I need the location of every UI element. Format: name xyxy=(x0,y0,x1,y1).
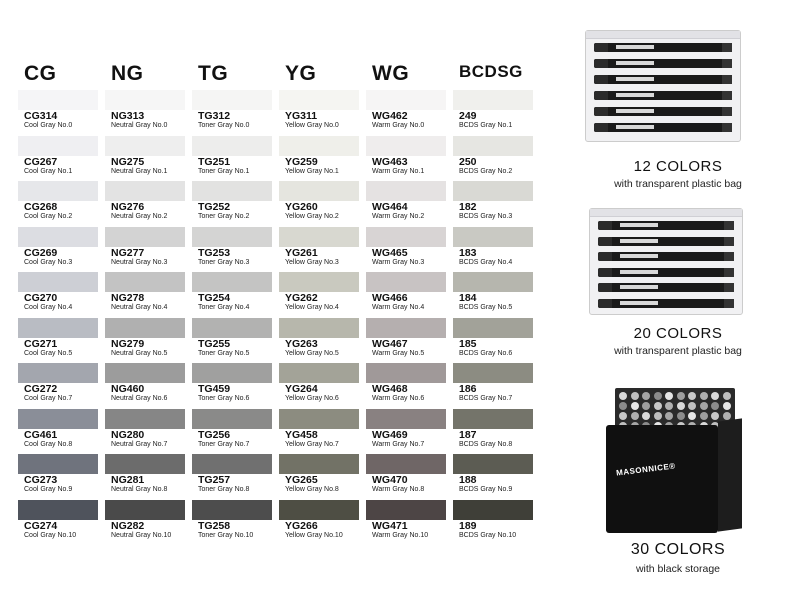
color-swatch xyxy=(453,90,533,110)
marker-cap xyxy=(598,283,612,292)
color-swatch xyxy=(105,272,185,292)
marker-cap-top xyxy=(665,402,673,410)
marker-label-strip xyxy=(616,61,654,65)
color-name: Cool Gray No.7 xyxy=(24,395,73,402)
marker-cap xyxy=(598,237,612,246)
color-swatch xyxy=(192,90,272,110)
color-name: Neutral Gray No.0 xyxy=(111,122,168,129)
color-name: Toner Gray No.0 xyxy=(198,122,250,129)
color-swatch xyxy=(366,272,446,292)
color-name: Yellow Gray No.8 xyxy=(285,486,339,493)
color-code: WG469 xyxy=(372,428,408,441)
color-code: 249 xyxy=(459,110,477,122)
color-name: Warm Gray No.5 xyxy=(372,349,425,357)
marker-cap xyxy=(722,43,732,52)
color-swatch xyxy=(105,227,185,247)
color-code: TG252 xyxy=(198,201,231,213)
marker-label-strip xyxy=(616,109,654,113)
color-swatch xyxy=(105,500,185,520)
color-code: YG266 xyxy=(285,519,318,532)
color-name: Yellow Gray No.1 xyxy=(285,167,339,175)
color-swatch xyxy=(192,181,272,201)
color-name: Toner Gray No.8 xyxy=(198,486,250,493)
color-swatch xyxy=(453,409,533,429)
color-code: WG471 xyxy=(372,519,408,532)
color-code: 182 xyxy=(459,201,477,213)
color-code: WG464 xyxy=(372,201,408,213)
marker-cap-top xyxy=(642,402,650,410)
color-swatch xyxy=(105,136,185,156)
color-swatch xyxy=(105,90,185,110)
marker-cap xyxy=(724,237,734,246)
color-code: YG311 xyxy=(285,110,318,122)
color-name: Cool Gray No.4 xyxy=(24,304,73,311)
color-code: NG460 xyxy=(111,383,145,395)
product-subtitle-20: with transparent plastic bag xyxy=(614,345,742,357)
color-name: BCDS Gray No.4 xyxy=(459,258,513,266)
marker-cap-top xyxy=(665,412,673,420)
color-code: TG257 xyxy=(198,474,231,486)
color-swatch xyxy=(453,227,533,247)
color-code: CG461 xyxy=(24,428,58,441)
product-title-20: 20 COLORS xyxy=(633,325,723,342)
color-swatch xyxy=(279,136,359,156)
color-name: Warm Gray No.10 xyxy=(372,531,429,539)
color-name: Toner Gray No.2 xyxy=(198,213,250,220)
product-subtitle-30: with black storage xyxy=(635,563,721,575)
color-swatch xyxy=(366,363,446,383)
color-code: NG282 xyxy=(111,519,145,532)
color-name: BCDS Gray No.3 xyxy=(459,213,513,220)
color-swatch xyxy=(453,272,533,292)
marker-cap xyxy=(594,75,608,84)
marker-cap-top xyxy=(700,392,708,400)
box-front-panel xyxy=(606,425,718,533)
color-swatch xyxy=(279,409,359,429)
color-swatch xyxy=(18,409,98,429)
color-swatch xyxy=(192,318,272,338)
color-swatch xyxy=(453,318,533,338)
color-swatch xyxy=(279,454,359,474)
color-swatch xyxy=(366,454,446,474)
bag-zip-seal xyxy=(590,209,742,217)
color-code: YG263 xyxy=(285,337,318,350)
marker-cap-top xyxy=(677,412,685,420)
column-header: TG xyxy=(198,62,229,85)
marker-pen xyxy=(598,252,734,261)
color-swatch xyxy=(192,136,272,156)
color-swatch xyxy=(279,272,359,292)
color-swatch xyxy=(279,500,359,520)
color-name: Toner Gray No.6 xyxy=(198,395,250,402)
color-swatch xyxy=(453,454,533,474)
column-header: BCDSG xyxy=(459,62,523,81)
color-name: Toner Gray No.5 xyxy=(198,349,250,357)
marker-cap xyxy=(598,252,612,261)
marker-label-strip xyxy=(620,270,658,274)
marker-cap xyxy=(722,123,732,132)
color-code: WG465 xyxy=(372,246,408,259)
color-swatch xyxy=(18,227,98,247)
color-code: TG255 xyxy=(198,337,231,350)
color-swatch xyxy=(18,136,98,156)
color-code: 188 xyxy=(459,474,477,486)
color-code: YG262 xyxy=(285,292,318,304)
column-header: WG xyxy=(372,62,410,85)
marker-pen xyxy=(594,91,732,100)
marker-cap xyxy=(724,299,734,308)
color-code: CG270 xyxy=(24,292,58,304)
marker-label-strip xyxy=(616,45,654,49)
marker-cap xyxy=(594,43,608,52)
color-name: Cool Gray No.2 xyxy=(24,213,73,220)
column-header: NG xyxy=(111,62,144,85)
color-chart xyxy=(18,60,542,560)
color-code: 186 xyxy=(459,383,477,395)
marker-cap xyxy=(594,107,608,116)
color-swatch xyxy=(105,181,185,201)
color-swatch xyxy=(279,90,359,110)
color-name: Yellow Gray No.7 xyxy=(285,440,339,448)
marker-cap xyxy=(722,107,732,116)
color-swatch xyxy=(279,181,359,201)
color-code: NG281 xyxy=(111,474,145,486)
color-code: NG280 xyxy=(111,428,145,441)
color-name: Cool Gray No.0 xyxy=(24,122,73,129)
color-name: Cool Gray No.5 xyxy=(24,349,73,357)
color-swatch xyxy=(366,409,446,429)
color-code: WG462 xyxy=(372,110,408,122)
marker-pen xyxy=(594,75,732,84)
color-name: Warm Gray No.1 xyxy=(372,167,425,175)
color-name: Cool Gray No.10 xyxy=(24,531,77,539)
color-name: BCDS Gray No.5 xyxy=(459,304,513,311)
marker-cap xyxy=(722,59,732,68)
marker-cap-top xyxy=(631,402,639,410)
color-name: BCDS Gray No.9 xyxy=(459,486,513,493)
color-swatch xyxy=(192,272,272,292)
color-code: YG260 xyxy=(285,201,318,213)
marker-label-strip xyxy=(620,254,658,258)
color-name: Toner Gray No.3 xyxy=(198,258,250,266)
marker-bag-12-image xyxy=(585,30,741,142)
column-header: YG xyxy=(285,62,317,85)
color-name: Neutral Gray No.3 xyxy=(111,258,168,266)
color-name: Yellow Gray No.3 xyxy=(285,258,339,266)
bag-zip-seal xyxy=(586,31,740,39)
color-swatch xyxy=(366,227,446,247)
marker-cap-top xyxy=(688,402,696,410)
marker-cap-top xyxy=(619,392,627,400)
color-code: CG269 xyxy=(24,246,58,259)
color-swatch xyxy=(366,318,446,338)
color-name: Neutral Gray No.1 xyxy=(111,167,168,175)
color-swatch xyxy=(366,90,446,110)
color-swatch xyxy=(453,181,533,201)
marker-cap-top xyxy=(688,412,696,420)
color-swatch xyxy=(279,363,359,383)
marker-cap xyxy=(594,59,608,68)
color-swatch xyxy=(18,318,98,338)
marker-cap-top xyxy=(711,392,719,400)
color-swatch xyxy=(279,318,359,338)
color-name: Warm Gray No.2 xyxy=(372,213,425,220)
color-name: Warm Gray No.7 xyxy=(372,440,425,448)
marker-cap xyxy=(598,221,612,230)
marker-pen xyxy=(598,299,734,308)
marker-cap-top xyxy=(723,412,731,420)
marker-pen xyxy=(594,123,732,132)
marker-cap xyxy=(724,283,734,292)
color-name: Yellow Gray No.4 xyxy=(285,304,339,311)
marker-cap xyxy=(594,123,608,132)
color-code: WG466 xyxy=(372,292,408,304)
color-swatch xyxy=(192,227,272,247)
color-code: 183 xyxy=(459,246,477,259)
color-name: Yellow Gray No.2 xyxy=(285,213,339,220)
color-swatch xyxy=(279,227,359,247)
color-name: BCDS Gray No.2 xyxy=(459,167,513,175)
color-name: Cool Gray No.3 xyxy=(24,258,73,266)
color-code: YG264 xyxy=(285,383,318,395)
color-name: Cool Gray No.9 xyxy=(24,486,73,493)
marker-pen xyxy=(598,221,734,230)
color-code: TG258 xyxy=(198,519,231,532)
color-name: Yellow Gray No.10 xyxy=(285,531,343,539)
color-name: BCDS Gray No.10 xyxy=(459,531,517,539)
marker-cap-top xyxy=(665,392,673,400)
color-name: BCDS Gray No.1 xyxy=(459,122,513,129)
marker-cap xyxy=(724,252,734,261)
color-code: TG459 xyxy=(198,383,231,395)
marker-cap xyxy=(722,75,732,84)
color-swatch xyxy=(105,363,185,383)
color-swatch xyxy=(453,363,533,383)
marker-cap-top xyxy=(642,392,650,400)
marker-pen xyxy=(594,59,732,68)
color-name: Neutral Gray No.6 xyxy=(111,395,168,402)
color-code: WG468 xyxy=(372,383,408,395)
marker-label-strip xyxy=(616,77,654,81)
color-code: WG467 xyxy=(372,337,408,350)
marker-label-strip xyxy=(620,239,658,243)
color-name: Yellow Gray No.5 xyxy=(285,349,339,357)
color-name: Cool Gray No.1 xyxy=(24,167,73,175)
marker-cap-top xyxy=(631,412,639,420)
marker-label-strip xyxy=(616,125,654,129)
color-swatch xyxy=(366,136,446,156)
marker-cap-top xyxy=(723,402,731,410)
color-name: Neutral Gray No.2 xyxy=(111,213,168,220)
marker-cap-top xyxy=(619,412,627,420)
color-code: CG274 xyxy=(24,519,58,532)
marker-cap xyxy=(724,221,734,230)
color-code: 185 xyxy=(459,337,477,350)
color-swatch xyxy=(105,318,185,338)
marker-cap-top xyxy=(677,392,685,400)
marker-label-strip xyxy=(616,93,654,97)
color-code: NG276 xyxy=(111,201,145,213)
marker-cap-top xyxy=(677,402,685,410)
color-code: YG261 xyxy=(285,246,318,259)
marker-label-strip xyxy=(620,301,658,305)
color-swatch xyxy=(18,363,98,383)
color-name: Warm Gray No.6 xyxy=(372,395,425,402)
color-swatch xyxy=(192,363,272,383)
color-code: TG251 xyxy=(198,155,231,168)
marker-pen xyxy=(598,268,734,277)
marker-label-strip xyxy=(620,223,658,227)
color-swatch xyxy=(18,500,98,520)
marker-cap-top xyxy=(711,402,719,410)
color-code: TG253 xyxy=(198,246,231,259)
marker-cap xyxy=(724,268,734,277)
marker-cap-top xyxy=(654,402,662,410)
color-swatch xyxy=(105,409,185,429)
color-name: Cool Gray No.8 xyxy=(24,440,73,448)
color-swatch xyxy=(18,181,98,201)
marker-pen xyxy=(594,107,732,116)
color-code: WG463 xyxy=(372,155,408,168)
color-code: CG273 xyxy=(24,474,58,486)
box-brand-logo: MASONNICE® xyxy=(615,461,677,478)
color-name: Neutral Gray No.5 xyxy=(111,349,168,357)
color-code: 184 xyxy=(459,292,477,304)
color-name: Warm Gray No.4 xyxy=(372,304,425,311)
color-code: CG268 xyxy=(24,201,58,213)
marker-cap-top xyxy=(688,392,696,400)
color-name: Neutral Gray No.10 xyxy=(111,531,172,539)
color-name: Toner Gray No.10 xyxy=(198,531,254,539)
color-code: TG254 xyxy=(198,292,231,304)
marker-cap-top xyxy=(654,392,662,400)
color-name: Neutral Gray No.4 xyxy=(111,304,168,311)
color-name: BCDS Gray No.8 xyxy=(459,440,513,448)
color-swatch xyxy=(192,409,272,429)
color-swatch xyxy=(192,500,272,520)
marker-cap xyxy=(722,91,732,100)
color-name: Neutral Gray No.8 xyxy=(111,486,168,493)
color-name: Yellow Gray No.6 xyxy=(285,395,339,402)
color-code: 187 xyxy=(459,428,477,441)
box-side-panel xyxy=(718,418,742,531)
color-code: 189 xyxy=(459,519,477,532)
marker-pen xyxy=(598,283,734,292)
color-swatch xyxy=(366,500,446,520)
color-code: NG277 xyxy=(111,246,145,259)
color-code: CG267 xyxy=(24,155,58,168)
color-code: NG278 xyxy=(111,292,145,304)
color-code: TG256 xyxy=(198,428,231,441)
color-name: BCDS Gray No.7 xyxy=(459,395,513,402)
marker-cap-top xyxy=(723,392,731,400)
color-swatch xyxy=(192,454,272,474)
color-swatch xyxy=(18,272,98,292)
color-name: BCDS Gray No.6 xyxy=(459,349,513,357)
product-subtitle-12: with transparent plastic bag xyxy=(614,178,742,190)
color-code: CG272 xyxy=(24,383,58,395)
color-swatch xyxy=(453,500,533,520)
color-name: Neutral Gray No.7 xyxy=(111,440,168,448)
color-code: YG265 xyxy=(285,474,318,486)
marker-pen xyxy=(598,237,734,246)
color-code: 250 xyxy=(459,155,477,168)
color-code: TG312 xyxy=(198,110,231,122)
color-code: NG279 xyxy=(111,337,145,350)
color-swatch xyxy=(18,454,98,474)
color-code: CG271 xyxy=(24,337,58,350)
color-code: NG313 xyxy=(111,110,145,122)
marker-cap-top xyxy=(700,402,708,410)
color-code: NG275 xyxy=(111,155,145,168)
color-swatch xyxy=(366,181,446,201)
color-code: YG259 xyxy=(285,155,318,168)
color-code: CG314 xyxy=(24,110,58,122)
marker-cap-top xyxy=(700,412,708,420)
color-name: Yellow Gray No.0 xyxy=(285,122,339,129)
color-name: Warm Gray No.3 xyxy=(372,258,425,266)
color-swatch xyxy=(18,90,98,110)
color-name: Toner Gray No.4 xyxy=(198,304,250,311)
column-header: CG xyxy=(24,62,57,85)
marker-bag-20-image xyxy=(589,208,743,315)
color-code: WG470 xyxy=(372,474,408,486)
marker-cap xyxy=(594,91,608,100)
color-name: Toner Gray No.1 xyxy=(198,167,250,175)
product-title-30: 30 COLORS xyxy=(630,541,726,558)
marker-label-strip xyxy=(620,285,658,289)
marker-cap-top xyxy=(631,392,639,400)
color-name: Warm Gray No.8 xyxy=(372,486,425,493)
marker-cap-top xyxy=(619,402,627,410)
marker-cap-top xyxy=(642,412,650,420)
color-swatch xyxy=(105,454,185,474)
marker-cap-top xyxy=(711,412,719,420)
marker-cap-top xyxy=(654,412,662,420)
marker-cap xyxy=(598,268,612,277)
product-title-12: 12 COLORS xyxy=(633,158,723,175)
color-name: Warm Gray No.0 xyxy=(372,122,425,129)
color-code: YG458 xyxy=(285,428,318,441)
color-swatch xyxy=(453,136,533,156)
color-name: Toner Gray No.7 xyxy=(198,440,250,448)
marker-cap xyxy=(598,299,612,308)
marker-pen xyxy=(594,43,732,52)
